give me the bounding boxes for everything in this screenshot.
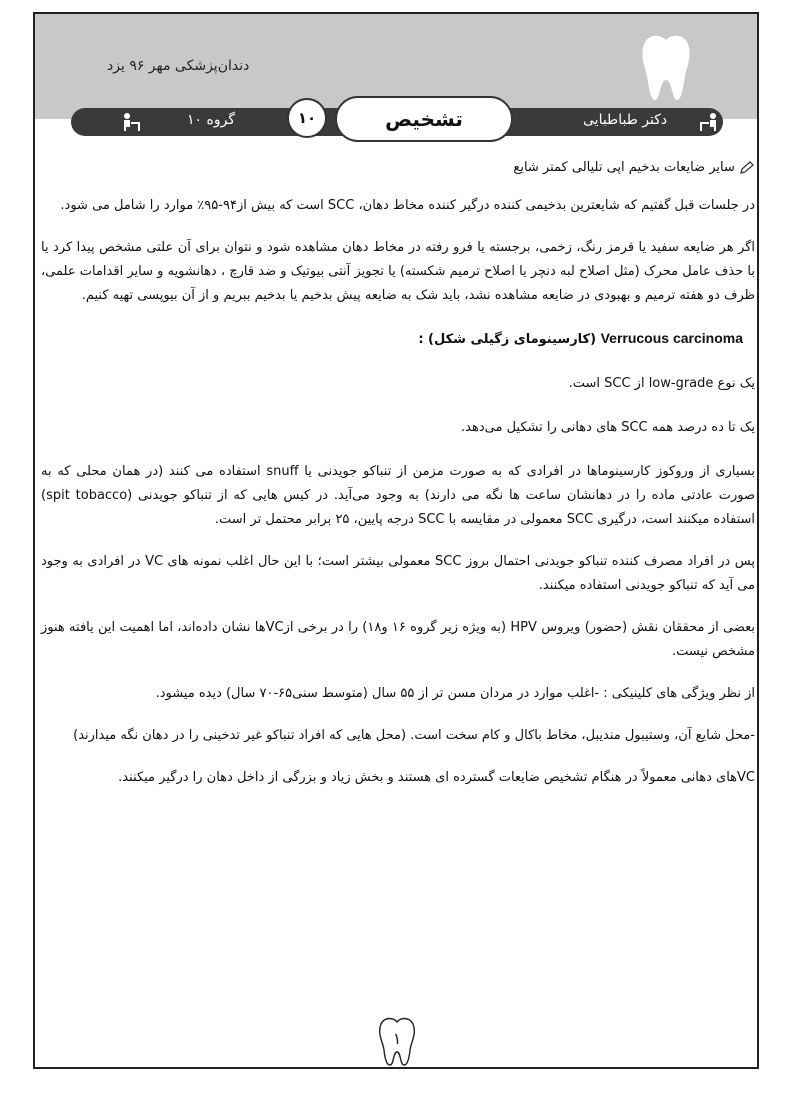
page-frame <box>33 12 759 1069</box>
section-intro <box>41 156 755 180</box>
paragraph: بسیاری از وروکوز کارسینوماها در افرادی که به صورت مزمن از تنباکو جویدنی یا snuff استفاده می کنند (در همان محلی که به صورت عادتی ماده را در دهانشان ساعت ها نگه می دارند) به وجود می‌آید. در کیس هایی که از تنباکو جویدنی (spit tobacco) استفاده میکنند است، درگیری SCC معمولی در مقایسه با SCC درجه پایین، ۲۵ برابر محتمل تر است. <box>41 464 755 527</box>
paragraph: VCهای دهانی معمولاً در هنگام تشخیص ضایعات گسترده ای هستند و بخش زیاد و بزرگی از داخل دهان را درگیر میکنند. <box>118 770 755 785</box>
paragraph: بعضی از محققان نقش (حضور) ویروس HPV (به ویژه زیر گروه ۱۶ و۱۸) را در برخی ازVCها نشان داده‌اند، اما اهمیت این یافته هنوز مشخص نیست. <box>41 620 755 659</box>
group-label: گروه ۱۰ <box>187 112 235 128</box>
header-subtitle: دندان‌پزشکی مهر ۹۶ یزد <box>107 58 250 74</box>
page-title: تشخیص <box>335 96 513 142</box>
page-number: ۱ <box>392 1029 402 1048</box>
paragraph: یک نوع low-grade از SCC است. <box>568 376 755 391</box>
paragraph: در جلسات قبل گفتیم که شایعترین بدخیمی کننده درگیر کننده مخاط دهان، SCC است که بیش از۹۴-۹۵٪ موارد را شامل می شود. <box>60 198 755 213</box>
heading-latin: Verrucous carcinoma <box>600 330 743 346</box>
paragraph: یک تا ده درصد همه SCC های دهانی را تشکیل می‌دهد. <box>461 420 755 435</box>
person-desk-icon <box>699 112 721 132</box>
tooth-page-number-icon <box>375 1016 419 1066</box>
tooth-logo-icon <box>637 32 695 102</box>
pencil-icon <box>739 161 755 175</box>
heading-persian: (کارسینومای زگیلی شکل) : <box>418 332 597 347</box>
paragraph: پس در افراد مصرف کننده تنباکو جویدنی احتمال بروز SCC معمولی بیشتر است؛ با این حال اغلب نمونه های VC در افرادی به وجود می آید که تنباکو جویدنی استفاده میکنند. <box>41 554 755 593</box>
doctor-name: دکتر طباطبایی <box>583 112 668 128</box>
intro-text: سایر ضایعات بدخیم اپی تلیالی کمتر شایع <box>513 160 735 175</box>
section-heading <box>41 326 755 352</box>
paragraph: از نظر ویژگی های کلینیکی : -اغلب موارد در مردان مسن تر از ۵۵ سال (متوسط سنی۶۵-۷۰ سال) دیده میشود. <box>155 686 755 701</box>
person-desk-icon <box>119 112 141 132</box>
session-number: ۱۰ <box>287 98 327 138</box>
paragraph: اگر هر ضایعه سفید یا قرمز رنگ، زخمی، برجسته یا فرو رفته در مخاط دهان مشاهده شود و نتوان برای آن علتی مشخص پیدا کرد یا با حذف عامل محرک (مثل اصلاح لبه دنچر یا اصلاح ترمیم شکسته) یا تجویز آنتی بیوتیک و ضد قارچ ، دهانشویه و سایر اقدامات علمی، ظرف دو هفته ترمیم و بهبودی در ضایعه مشاهده نشد، باید شک به ضایعه پیش بدخیم یا بدخیم ببریم و از آن بیوپسی تهیه کنیم. <box>41 240 755 303</box>
paragraph: -محل شایع آن، وستیبول مندیبل، مخاط باکال و کام سخت است. (محل هایی که افراد تنباکو غیر تدخینی را در دهان نگه میدارند) <box>73 728 755 743</box>
content <box>41 156 755 790</box>
